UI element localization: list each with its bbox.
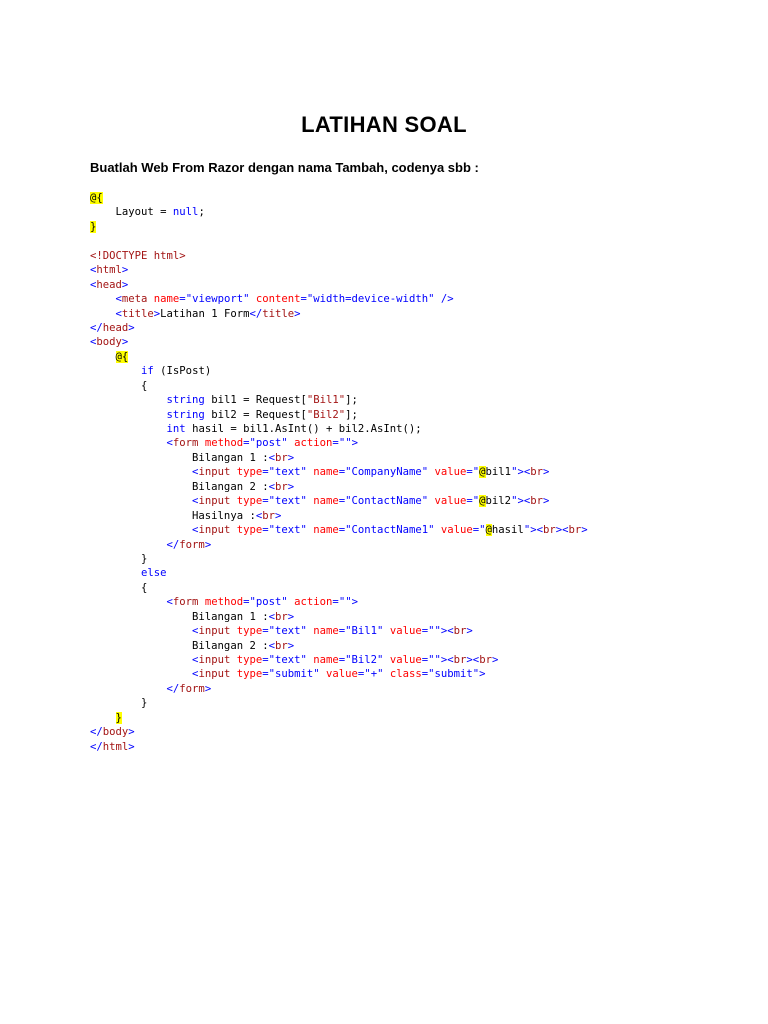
code-line xyxy=(90,422,588,436)
code-token: > xyxy=(581,524,588,537)
code-token: > xyxy=(351,437,358,450)
code-token: body xyxy=(102,726,129,739)
code-token: name xyxy=(306,654,339,666)
code-token: = xyxy=(300,293,307,306)
code-line xyxy=(90,408,588,422)
code-line xyxy=(90,740,588,754)
code-token: = xyxy=(357,668,365,681)
code-token: = xyxy=(243,437,250,450)
code-token: = xyxy=(262,668,269,681)
code-token: Bilangan 2 : xyxy=(90,639,269,652)
code-token: = xyxy=(338,495,346,508)
code-token: null xyxy=(172,206,199,219)
code-token xyxy=(90,409,167,421)
code-token: input xyxy=(198,654,231,666)
code-token: html xyxy=(96,264,122,277)
code-token: "Bil2" xyxy=(306,408,346,421)
code-token: string xyxy=(166,394,205,407)
code-token: " xyxy=(523,524,531,537)
code-token: type xyxy=(230,654,263,666)
code-token: type xyxy=(230,524,263,537)
code-token: "submit" xyxy=(268,668,320,681)
code-line xyxy=(90,682,588,696)
code-line xyxy=(90,436,588,450)
razor-marker: @ xyxy=(479,495,486,508)
code-token: > xyxy=(542,495,550,508)
code-line xyxy=(90,523,588,537)
code-token: < xyxy=(90,625,199,638)
code-token: head xyxy=(102,321,129,334)
code-token: >< xyxy=(555,524,569,537)
code-token: value xyxy=(434,524,473,537)
code-token: < xyxy=(268,451,275,464)
razor-marker: @{ xyxy=(90,192,103,204)
code-token: < xyxy=(90,336,97,349)
code-token: < xyxy=(268,639,275,652)
code-token: title xyxy=(121,307,154,320)
code-token: > xyxy=(121,278,129,291)
code-listing xyxy=(90,191,588,754)
code-token: >< xyxy=(517,495,531,508)
code-token: "text" xyxy=(268,466,307,479)
code-line xyxy=(90,624,588,638)
code-token: "" xyxy=(428,625,441,638)
code-token: input xyxy=(198,668,231,681)
code-token: >< xyxy=(517,466,531,479)
code-token: if xyxy=(141,365,154,378)
code-token: = xyxy=(421,668,429,681)
code-token: > xyxy=(542,466,550,479)
code-line xyxy=(90,451,588,465)
code-line xyxy=(90,595,588,609)
code-token: br xyxy=(530,466,543,479)
code-token: form xyxy=(172,437,199,450)
code-token: value xyxy=(428,466,467,479)
code-token: = xyxy=(262,625,269,638)
code-token: input xyxy=(198,466,231,479)
code-token: br xyxy=(453,625,467,638)
code-token: = xyxy=(262,495,269,508)
code-token xyxy=(90,423,167,435)
code-token: type xyxy=(230,495,263,508)
code-token: Layout = xyxy=(90,206,173,219)
code-token: > xyxy=(294,307,301,320)
code-token: Latihan 1 Form xyxy=(160,307,250,320)
code-line xyxy=(90,552,588,566)
code-token: bil2 = Request[ xyxy=(204,408,307,421)
code-token: = xyxy=(338,654,346,666)
code-token: " xyxy=(479,524,486,537)
code-token: " xyxy=(472,466,480,479)
code-token: = xyxy=(338,625,346,638)
code-token: > xyxy=(153,307,161,320)
code-token: br xyxy=(274,610,288,623)
code-token: > xyxy=(479,668,486,681)
code-token: "" xyxy=(428,654,441,666)
code-token: ; xyxy=(198,206,205,219)
code-token: > xyxy=(287,610,295,623)
code-token: "text" xyxy=(268,625,307,638)
code-token: Bilangan 2 : xyxy=(90,480,269,493)
code-token: br xyxy=(453,654,467,666)
code-token: = xyxy=(472,524,480,537)
code-token: bil1 = Request[ xyxy=(204,394,307,407)
code-token: value xyxy=(319,668,358,681)
razor-marker: @ xyxy=(485,524,492,537)
code-token: </ xyxy=(90,740,103,753)
code-token: title xyxy=(262,307,295,320)
code-token: "Bil2" xyxy=(345,654,384,666)
code-token: input xyxy=(198,524,231,537)
code-token: value xyxy=(383,654,422,666)
code-token: "ContactName" xyxy=(345,495,429,508)
code-token: = xyxy=(243,596,250,609)
code-token: br xyxy=(542,524,556,537)
code-token: > xyxy=(351,596,358,609)
code-token: name xyxy=(306,495,339,508)
code-line xyxy=(90,263,588,277)
code-token: br xyxy=(479,654,492,666)
code-token: < xyxy=(90,307,122,320)
code-token: = xyxy=(466,495,473,508)
code-token: bil2 xyxy=(485,495,512,508)
code-token: form xyxy=(179,682,205,695)
code-token: "text" xyxy=(268,654,307,666)
code-line xyxy=(90,379,588,393)
code-token: > xyxy=(287,451,295,464)
code-token: < xyxy=(90,524,199,537)
code-token: "viewport" xyxy=(185,293,250,306)
code-token: < xyxy=(255,509,263,522)
code-token xyxy=(90,351,116,363)
code-token: hasil = bil1.AsInt() + bil2.AsInt(); xyxy=(185,423,422,435)
code-line xyxy=(90,220,588,234)
code-token: ]; xyxy=(345,408,358,421)
code-token: (IsPost) xyxy=(153,365,212,378)
razor-marker: } xyxy=(115,711,122,724)
code-token: name xyxy=(306,524,339,537)
code-token: = xyxy=(262,654,269,666)
code-line xyxy=(90,364,588,378)
code-token: "width=device-width" xyxy=(306,293,435,306)
razor-marker: @ xyxy=(479,466,486,479)
code-line xyxy=(90,653,588,667)
code-token: < xyxy=(90,466,199,479)
code-token: name xyxy=(306,466,339,479)
code-token: meta xyxy=(121,293,148,306)
code-token: form xyxy=(179,538,205,551)
code-line xyxy=(90,725,588,739)
code-token: string xyxy=(166,408,205,421)
code-token: "text" xyxy=(268,524,307,537)
code-token: = xyxy=(338,524,346,537)
code-token: > xyxy=(121,336,129,349)
code-token: Bilangan 1 : xyxy=(90,451,269,464)
code-token: "ContactName1" xyxy=(345,524,435,537)
code-token: > xyxy=(274,509,282,522)
code-token: = xyxy=(332,596,339,609)
code-token: form xyxy=(172,596,199,609)
code-token: "text" xyxy=(268,495,307,508)
code-token: value xyxy=(383,625,422,638)
code-token: int xyxy=(166,423,186,435)
code-token: > xyxy=(128,726,135,739)
code-line xyxy=(90,465,588,479)
code-line xyxy=(90,667,588,681)
code-token: "CompanyName" xyxy=(345,466,429,479)
code-line xyxy=(90,509,588,523)
code-token: class xyxy=(383,668,422,681)
code-token: " xyxy=(472,495,480,508)
code-token: = xyxy=(466,466,473,479)
code-token: "Bil1" xyxy=(306,394,346,407)
code-token: > xyxy=(287,480,295,493)
code-token: } xyxy=(90,552,148,565)
code-token: type xyxy=(230,668,263,681)
code-token: br xyxy=(274,639,288,652)
code-token: = xyxy=(421,625,429,638)
code-token: "post" xyxy=(249,596,288,609)
code-token: "+" xyxy=(364,668,384,681)
code-token: = xyxy=(179,293,186,306)
code-token: hasil xyxy=(491,524,524,537)
code-token: < xyxy=(90,293,122,306)
code-token: "post" xyxy=(249,437,288,450)
code-token: input xyxy=(198,625,231,638)
razor-marker: @{ xyxy=(115,350,129,363)
code-token: type xyxy=(230,625,263,638)
code-token: = xyxy=(421,654,429,666)
code-token: } xyxy=(90,697,148,710)
code-line xyxy=(90,205,588,219)
code-token: > xyxy=(491,654,499,666)
code-token: Bilangan 1 : xyxy=(90,610,269,623)
code-token: < xyxy=(90,668,199,681)
code-token xyxy=(90,394,167,406)
code-token: html xyxy=(102,740,129,753)
code-token: method xyxy=(198,596,244,609)
code-token: else xyxy=(141,567,167,580)
code-token: > xyxy=(128,321,135,334)
code-line xyxy=(90,234,588,248)
code-token: type xyxy=(230,466,263,479)
code-token: br xyxy=(262,509,275,522)
code-token: = xyxy=(262,466,269,479)
instruction-text: Buatlah Web From Razor dengan nama Tambah, codenya sbb : xyxy=(90,160,479,175)
code-token: input xyxy=(198,495,231,508)
code-line xyxy=(90,393,588,407)
code-token: value xyxy=(428,495,467,508)
code-line xyxy=(90,494,588,508)
code-token: < xyxy=(90,654,199,666)
page-title: LATIHAN SOAL xyxy=(301,112,467,137)
code-token: > xyxy=(204,682,212,695)
code-line xyxy=(90,335,588,349)
code-token: "" xyxy=(338,437,352,450)
code-token: = xyxy=(332,437,339,450)
code-line xyxy=(90,350,588,364)
razor-marker: } xyxy=(90,220,97,233)
code-token xyxy=(90,365,141,377)
code-line xyxy=(90,278,588,292)
code-line xyxy=(90,566,588,580)
code-token: " xyxy=(511,466,518,479)
code-token: </ xyxy=(90,538,180,551)
code-token: { xyxy=(90,379,148,392)
code-token: < xyxy=(90,437,173,450)
code-token: br xyxy=(530,495,543,508)
code-token: > xyxy=(204,538,212,551)
code-token: name xyxy=(306,625,339,638)
code-line xyxy=(90,307,588,321)
code-line xyxy=(90,696,588,710)
code-token: < xyxy=(90,495,199,508)
code-token: br xyxy=(274,480,288,493)
code-token xyxy=(90,567,141,579)
code-token: bil1 xyxy=(485,466,512,479)
code-line xyxy=(90,538,588,552)
code-token: br xyxy=(274,451,288,464)
code-token: content xyxy=(249,293,301,306)
code-token: { xyxy=(90,581,148,594)
code-line xyxy=(90,480,588,494)
code-token: = xyxy=(262,524,269,537)
code-token: " xyxy=(511,495,518,508)
code-token: method xyxy=(198,437,244,450)
code-token: head xyxy=(96,278,122,291)
code-token: >< xyxy=(440,654,454,666)
code-token: ]; xyxy=(345,394,358,407)
code-line xyxy=(90,581,588,595)
code-token: < xyxy=(268,610,275,623)
code-token: < xyxy=(90,264,97,277)
code-line xyxy=(90,292,588,306)
code-token: > xyxy=(466,625,473,638)
code-token: "" xyxy=(338,596,352,609)
code-token: action xyxy=(287,437,333,450)
code-token: > xyxy=(128,740,135,753)
code-token: body xyxy=(96,336,122,349)
code-token: >< xyxy=(530,524,543,537)
code-line xyxy=(90,191,588,205)
code-token: < xyxy=(90,278,97,291)
code-token: /> xyxy=(434,293,454,306)
code-line xyxy=(90,711,588,725)
code-token xyxy=(90,712,116,724)
code-token: > xyxy=(121,264,129,277)
code-token: name xyxy=(147,293,180,306)
code-token: </ xyxy=(90,682,180,695)
code-token: </ xyxy=(249,307,263,320)
code-token: </ xyxy=(90,321,103,334)
code-token: action xyxy=(287,596,333,609)
code-line xyxy=(90,249,588,263)
code-line xyxy=(90,321,588,335)
code-token: < xyxy=(268,480,275,493)
code-token: < xyxy=(90,596,173,609)
code-token: Hasilnya : xyxy=(90,509,256,522)
code-line xyxy=(90,610,588,624)
code-token: </ xyxy=(90,726,103,739)
code-line xyxy=(90,639,588,653)
code-token: "Bil1" xyxy=(345,625,384,638)
code-token: >< xyxy=(466,654,480,666)
code-token: <!DOCTYPE html> xyxy=(90,249,186,262)
code-token: >< xyxy=(440,625,454,638)
code-token: br xyxy=(568,524,582,537)
code-token: = xyxy=(338,466,346,479)
code-token: "submit" xyxy=(428,668,480,681)
code-token: > xyxy=(287,639,295,652)
